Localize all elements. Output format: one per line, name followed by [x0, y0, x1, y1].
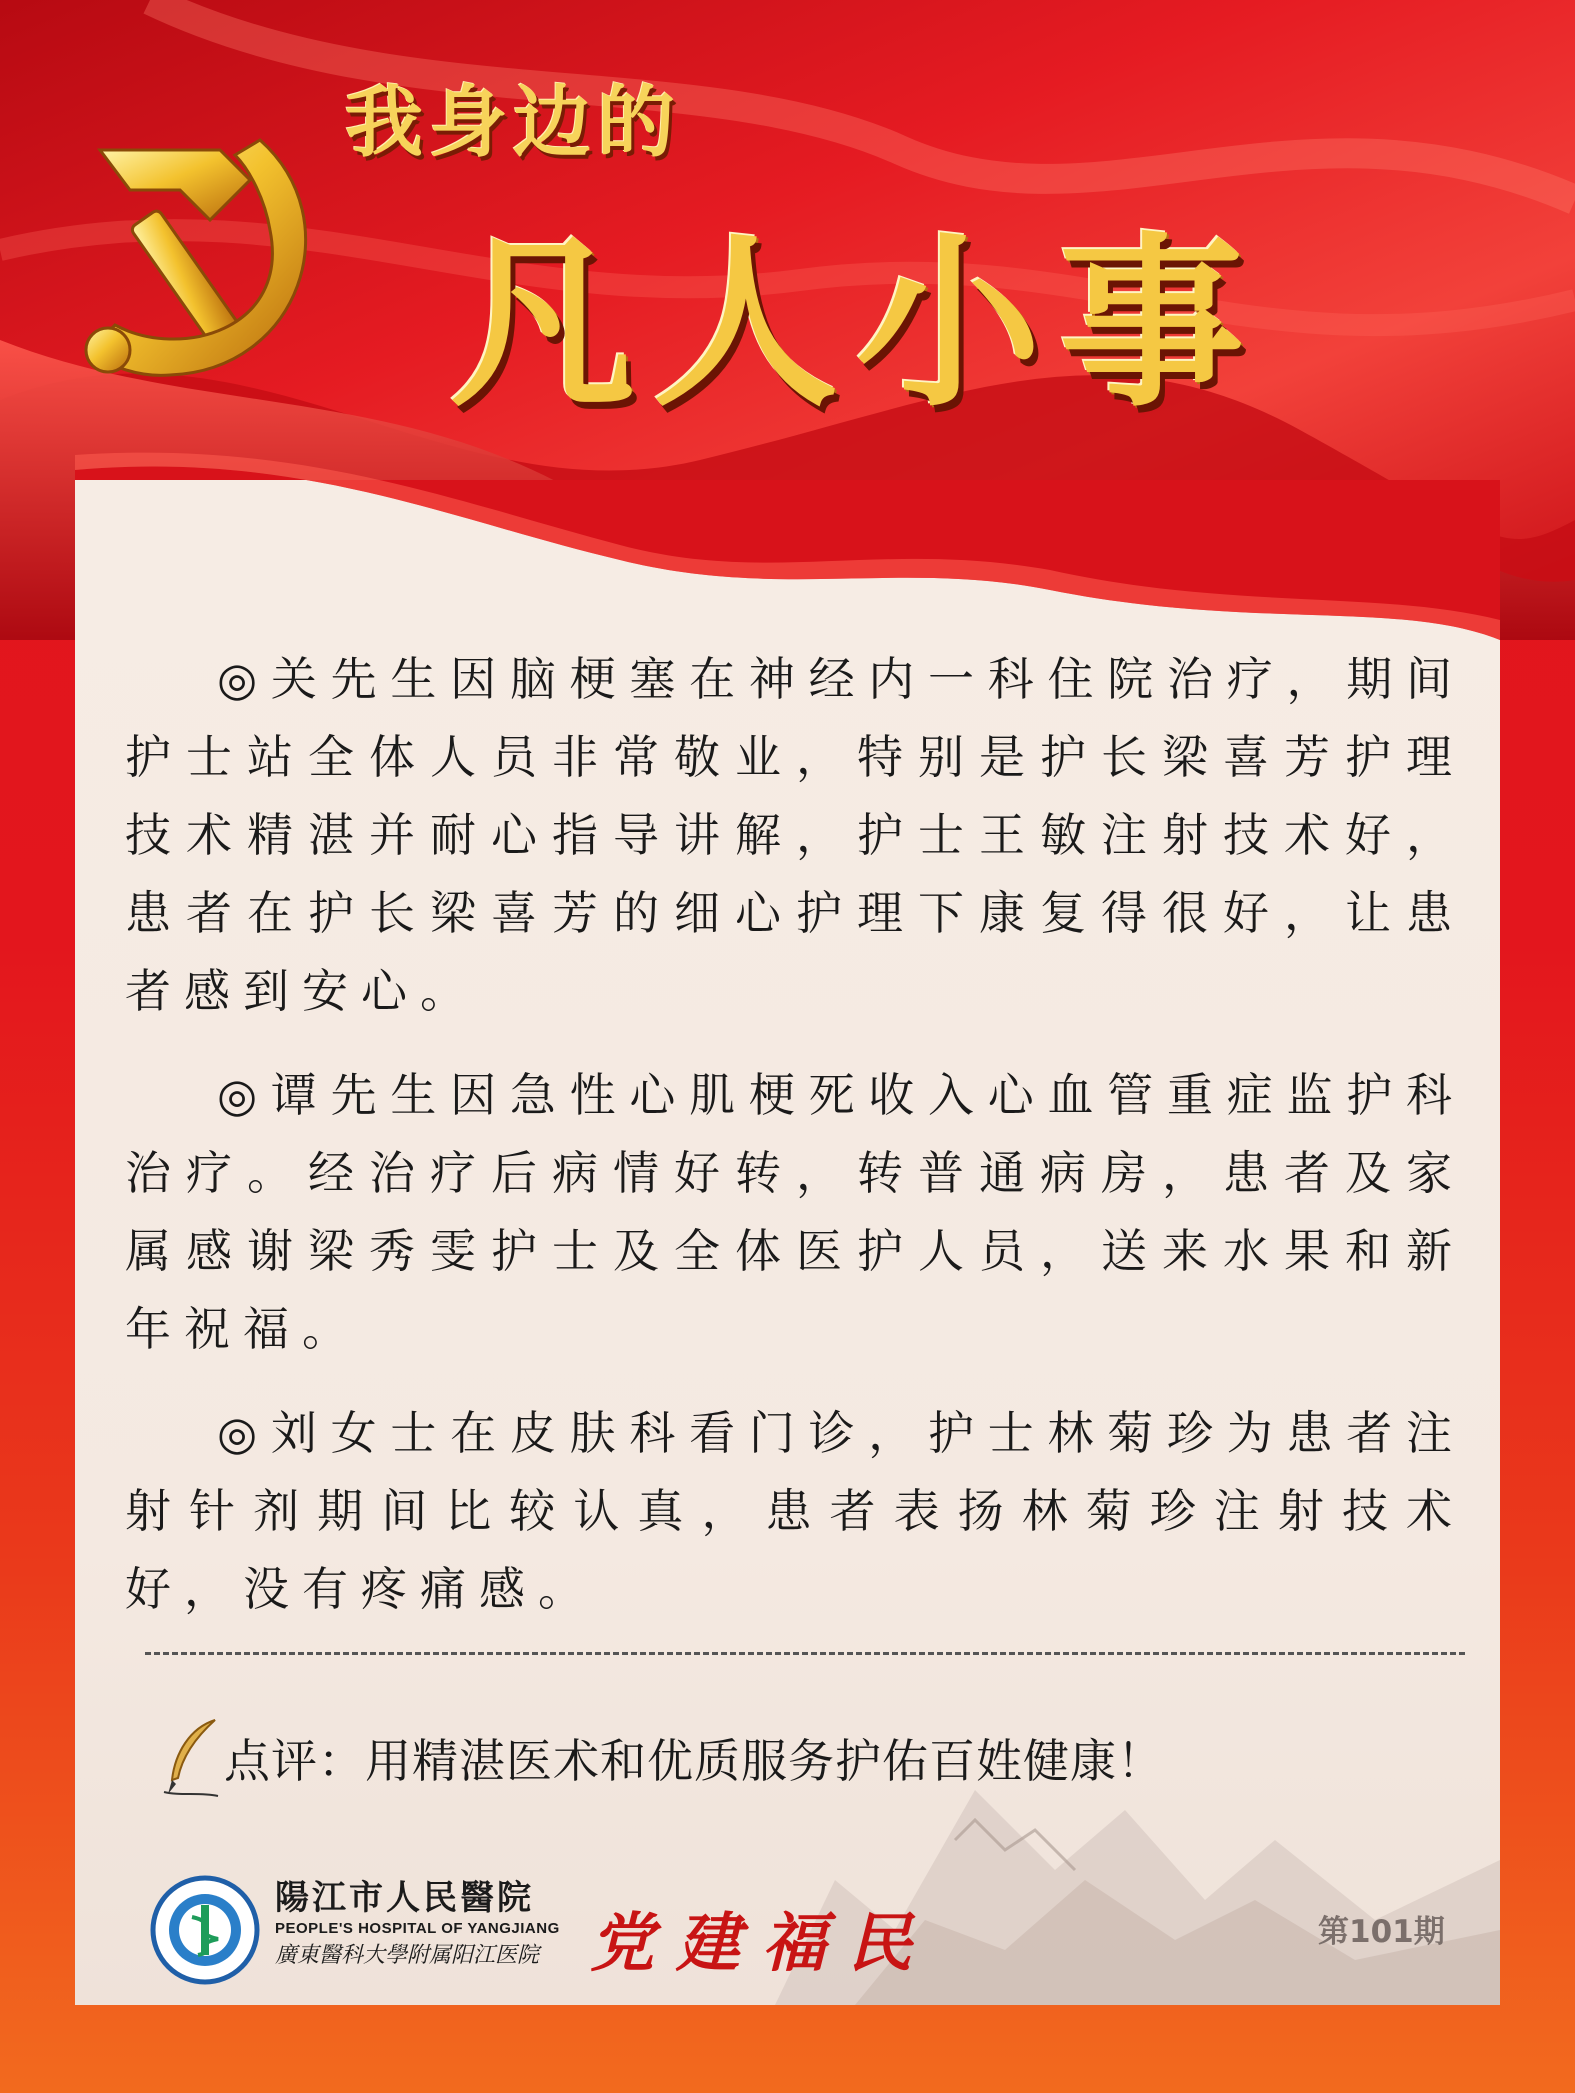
story-paragraph: ◎关先生因脑梗塞在神经内一科住院治疗，期间护士站全体人员非常敬业，特别是护长梁喜芳护理技术精湛并耐心指导讲解，护士王敏注射技术好，患者在护长梁喜芳的细心护理下康复得很好，让患者感到安心。 — [125, 652, 1465, 1018]
hospital-name-cn: 陽江市人民醫院 — [275, 1878, 534, 1918]
story-content — [125, 640, 1465, 1654]
story-paragraph: ◎刘女士在皮肤科看门诊，护士林菊珍为患者注射针剂期间比较认真，患者表扬林菊珍注射技术好，没有疼痛感。 — [125, 1406, 1465, 1616]
dashed-divider — [145, 1652, 1465, 1656]
comment-text: 点评：用精湛医术和优质服务护佑百姓健康！ — [224, 1734, 1164, 1788]
story-paragraph: ◎谭先生因急性心肌梗死收入心血管重症监护科治疗。经治疗后病情好转，转普通病房，患者及家属感谢梁秀雯护士及全体医护人员，送来水果和新年祝福。 — [125, 1068, 1465, 1356]
hospital-logo-icon — [150, 1875, 260, 1985]
hospital-info — [275, 1878, 575, 1988]
issue-number: 第101期 — [1318, 1914, 1445, 1950]
party-emblem-icon — [60, 110, 340, 400]
header-title: 凡人小事 — [450, 214, 1262, 432]
slogan: 党建福民 — [590, 1906, 934, 1981]
hospital-name-en: PEOPLE'S HOSPITAL OF YANGJIANG — [275, 1920, 560, 1937]
hospital-affiliation: 廣東醫科大學附属阳江医院 — [275, 1943, 540, 1968]
header-subtitle: 我身边的 — [345, 78, 682, 168]
